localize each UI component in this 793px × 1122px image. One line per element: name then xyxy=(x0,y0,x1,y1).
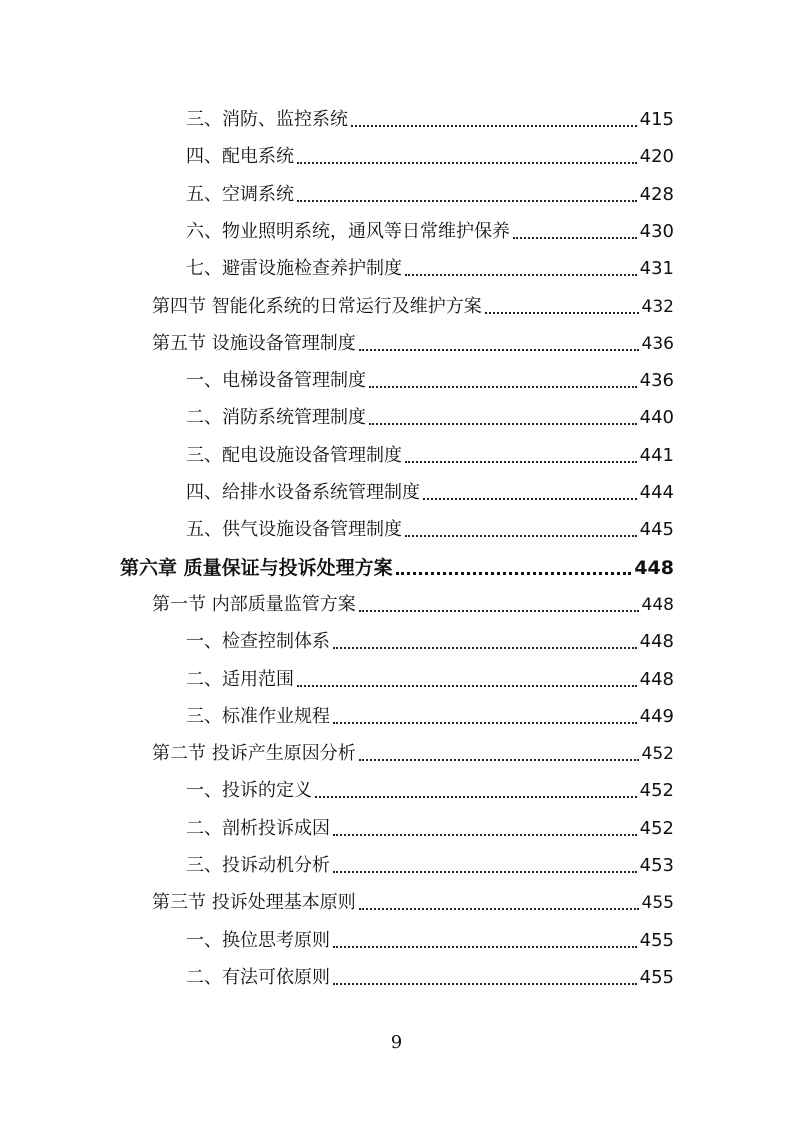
toc-entry-page: 430 xyxy=(639,220,674,242)
dot-leader xyxy=(369,386,637,388)
toc-entry-title: 第一节 内部质量监管方案 xyxy=(152,593,356,615)
dot-leader xyxy=(405,535,637,537)
dot-leader xyxy=(333,946,637,948)
toc-entry-page: 455 xyxy=(641,893,674,914)
toc-entry-title: 七、避雷设施检查养护制度 xyxy=(186,258,402,280)
dot-leader xyxy=(485,312,639,314)
dot-leader xyxy=(359,610,639,612)
toc-subsection[interactable] xyxy=(186,851,674,881)
toc-entry-title: 二、消防系统管理制度 xyxy=(186,407,366,429)
toc-entry-title: 第四节 智能化系统的日常运行及维护方案 xyxy=(152,295,482,317)
toc-entry-title: 四、配电系统 xyxy=(186,146,294,168)
toc-entry-title: 一、换位思考原则 xyxy=(186,929,330,951)
toc-entry-page: 432 xyxy=(641,296,674,317)
dot-leader xyxy=(359,349,639,351)
toc-entry-page: 448 xyxy=(641,594,674,615)
toc-subsection[interactable] xyxy=(186,478,674,508)
toc-entry-title: 第五节 设施设备管理制度 xyxy=(152,332,356,354)
toc-entry-page: 448 xyxy=(639,668,674,690)
toc-entry-title: 二、有法可依原则 xyxy=(186,966,330,988)
toc-entry-page: 453 xyxy=(639,855,674,876)
page-number: 9 xyxy=(390,1032,403,1053)
toc-subsection[interactable] xyxy=(186,515,674,545)
toc-entry-page: 452 xyxy=(641,744,674,765)
toc-subsection[interactable] xyxy=(186,403,674,433)
toc-entry-title: 三、标准作业规程 xyxy=(186,705,330,727)
toc-subsection[interactable] xyxy=(186,441,674,471)
toc-entry-page: 455 xyxy=(639,966,674,988)
toc-subsection[interactable] xyxy=(186,142,674,172)
dot-leader xyxy=(333,871,637,873)
toc-section[interactable] xyxy=(152,590,674,620)
toc-entry-page: 445 xyxy=(639,519,674,541)
toc-entry-page: 415 xyxy=(639,109,674,130)
toc-subsection[interactable] xyxy=(186,254,674,284)
toc-entry-page: 420 xyxy=(639,146,674,168)
toc-entry-page: 452 xyxy=(639,780,674,802)
dot-leader xyxy=(351,125,637,127)
toc-section[interactable] xyxy=(152,292,674,322)
toc-entry-page: 428 xyxy=(639,183,674,205)
toc-subsection[interactable] xyxy=(186,180,674,210)
dot-leader xyxy=(333,722,637,724)
toc-entry-page: 449 xyxy=(639,705,674,727)
dot-leader xyxy=(396,572,632,575)
toc-chapter[interactable] xyxy=(120,553,674,583)
dot-leader xyxy=(423,498,637,500)
toc-entry-page: 444 xyxy=(639,482,674,503)
toc-entry-title: 二、剖析投诉成因 xyxy=(186,817,330,839)
toc-subsection[interactable] xyxy=(186,627,674,657)
toc-entry-page: 441 xyxy=(639,444,674,466)
toc-entry-title: 一、检查控制体系 xyxy=(186,631,330,653)
dot-leader xyxy=(405,461,637,463)
toc-entry-page: 452 xyxy=(639,817,674,839)
toc-entry-title: 六、物业照明系统，通风等日常维护保养 xyxy=(186,220,510,242)
toc-entry-title: 第二节 投诉产生原因分析 xyxy=(152,743,356,765)
toc-subsection[interactable] xyxy=(186,963,674,993)
toc-entry-page: 455 xyxy=(639,929,674,951)
dot-leader xyxy=(315,796,637,798)
toc-entry-page: 436 xyxy=(641,333,674,354)
dot-leader xyxy=(333,834,637,836)
toc-subsection[interactable] xyxy=(186,665,674,695)
toc-subsection[interactable] xyxy=(186,702,674,732)
dot-leader xyxy=(297,162,637,164)
dot-leader xyxy=(359,908,639,910)
dot-leader xyxy=(405,274,637,276)
toc-entry-title: 第六章 质量保证与投诉处理方案 xyxy=(120,556,393,579)
dot-leader xyxy=(333,647,637,649)
toc-entry-title: 五、供气设施设备管理制度 xyxy=(186,519,402,541)
toc-entry-page: 436 xyxy=(639,370,674,392)
toc-entry-title: 一、电梯设备管理制度 xyxy=(186,370,366,392)
toc-subsection[interactable] xyxy=(186,814,674,844)
toc-entry-title: 三、消防、监控系统 xyxy=(186,109,348,130)
toc-entry-title: 三、配电设施设备管理制度 xyxy=(186,444,402,466)
toc-entry-page: 448 xyxy=(634,556,674,579)
toc-section[interactable] xyxy=(152,329,674,359)
toc-entry-title: 二、适用范围 xyxy=(186,668,294,690)
toc-entry-title: 第三节 投诉处理基本原则 xyxy=(152,892,356,914)
toc-subsection[interactable] xyxy=(186,776,674,806)
toc-subsection[interactable] xyxy=(186,105,674,135)
toc-subsection[interactable] xyxy=(186,926,674,956)
dot-leader xyxy=(297,685,637,687)
toc-section[interactable] xyxy=(152,739,674,769)
toc-entry-page: 431 xyxy=(639,258,674,280)
toc-entry-title: 三、投诉动机分析 xyxy=(186,855,330,876)
toc-entry-page: 448 xyxy=(639,631,674,653)
toc-subsection[interactable] xyxy=(186,217,674,247)
dot-leader xyxy=(333,983,637,985)
dot-leader xyxy=(359,759,639,761)
toc-entry-title: 四、给排水设备系统管理制度 xyxy=(186,482,420,503)
dot-leader xyxy=(513,237,637,239)
toc-entry-title: 五、空调系统 xyxy=(186,183,294,205)
toc-subsection[interactable] xyxy=(186,366,674,396)
dot-leader xyxy=(369,423,637,425)
toc-entry-title: 一、投诉的定义 xyxy=(186,780,312,802)
toc-section[interactable] xyxy=(152,888,674,918)
dot-leader xyxy=(297,200,637,202)
toc-entry-page: 440 xyxy=(639,407,674,429)
